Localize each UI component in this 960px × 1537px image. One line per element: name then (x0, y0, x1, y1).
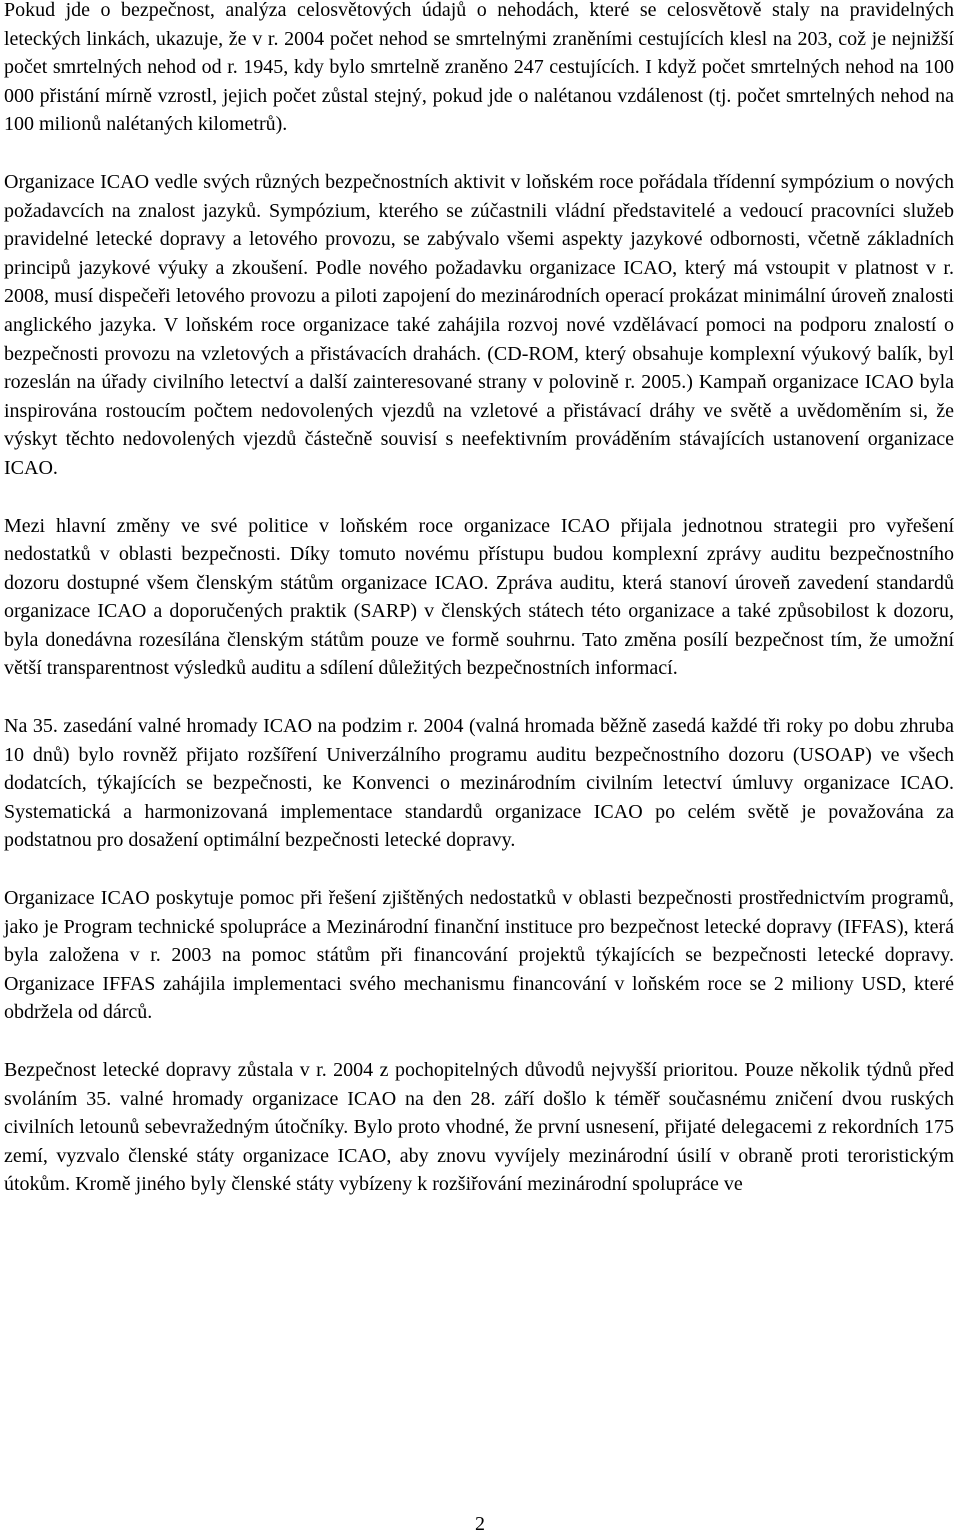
paragraph-language-symposium: Organizace ICAO vedle svých různých bezpečnostních aktivit v loňském roce pořádala třídenní sympózium o nových požadavcích na znalost jazyků. Sympózium, kterého se zúčastnili vládní představitelé a vedoucí pracovníci služeb pravidelné letecké dopravy a letového provozu, se zabývalo všemi aspekty jazykové odbornosti, včetně základních principů jazykové výuky a zkoušení. Podle nového požadavku organizace ICAO, který má vstoupit v platnost v r. 2008, musí dispečeři letového provozu a piloti zapojení do mezinárodních operací prokázat minimální úroveň znalosti anglického jazyka. V loňském roce organizace také zahájila rozvoj nové vzdělávací pomoci na podporu znalostí o bezpečnosti provozu na vzletových a přistávacích drahách. (CD-ROM, který obsahuje komplexní výukový balík, byl rozeslán na úřady civilního letectví a další zainteresované strany v polovině r. 2005.) Kampaň organizace ICAO byla inspirována rostoucím počtem nedovolených vjezdů na vzletové a přistávací dráhy ve světě a uvědoměním si, že výskyt těchto nedovolených vjezdů částečně souvisí s neefektivním prováděním stávajících ustanovení organizace ICAO. (4, 170, 954, 479)
paragraph-accident-statistics: Pokud jde o bezpečnost, analýza celosvětových údajů o nehodách, které se celosvětově staly na pravidelných leteckých linkách, ukazuje, že v r. 2004 počet nehod se smrtelnými zraněními cestujících klesl na 203, což je nejnižší počet smrtelných nehod od r. 1945, kdy bylo smrtelně zraněno 247 cestujících. I když počet smrtelných nehod na 100 000 přistání mírně vzrostl, jejich počet zůstal stejný, pokud jde o nalétanou vzdálenost (tj. počet smrtelných nehod na 100 milionů nalétaných kilometrů). (4, 0, 954, 136)
paragraph-safety-strategy: Mezi hlavní změny ve své politice v loňském roce organizace ICAO přijala jednotnou strategii pro vyřešení nedostatků v oblasti bezpečnosti. Díky tomuto novému přístupu budou komplexní zprávy auditu bezpečnostního dozoru dostupné všem členským státům organizace ICAO. Zpráva auditu, která stanoví úroveň zavedení standardů organizace ICAO a doporučených praktik (SARP) v členských státech této organizace a také způsobilost k dozoru, byla donedávna rozesílána členským státům pouze ve formě souhrnu. Tato změna posílí bezpečnost tím, že umožní větší transparentnost výsledků auditu a sdílení důležitých bezpečnostních informací. (4, 514, 954, 680)
paragraph-security-priority: Bezpečnost letecké dopravy zůstala v r. 2004 z pochopitelných důvodů nejvyšší prioritou. Pouze několik týdnů před svoláním 35. valné hromady organizace ICAO na den 28. září došlo k téměř současnému zničení dvou ruských civilních letounů sebevražedným útočníky. Bylo proto vhodné, že první usnesení, přijaté delegacemi z rekordních 175 zemí, vyzvalo členské státy organizace ICAO, aby znovu vyvíjely mezinárodní úsilí v obraně proti teroristickým útokům. Kromě jiného byly členské státy vybízeny k rozšiřování mezinárodní spolupráce ve (4, 1059, 954, 1196)
document-body (4, 0, 954, 1228)
paragraph-assembly-usoap: Na 35. zasedání valné hromady ICAO na podzim r. 2004 (valná hromada běžně zasedá každé tři roky po dobu zhruba 10 dnů) bylo rovněž přijato rozšíření Univerzálního programu auditu bezpečnostního dozoru (USOAP) ve všech dodatcích, týkajících se bezpečnosti, ke Konvenci o mezinárodním civilním letectví úmluvy organizace ICAO. Systematická a harmonizovaná implementace standardů organizace ICAO po celém světě je považována za podstatnou pro dosažení optimální bezpečnosti letecké dopravy. (4, 715, 954, 852)
page-number: 2 (475, 1513, 485, 1535)
paragraph-iffas-assistance: Organizace ICAO poskytuje pomoc při řešení zjištěných nedostatků v oblasti bezpečnosti prostřednictvím programů, jako je Program technické spolupráce a Mezinárodní finanční instituce pro bezpečnost letecké dopravy (IFFAS), která byla založena v r. 2003 na pomoc státům při financování projektů týkajících se bezpečnosti letecké dopravy. Organizace IFFAS zahájila implementaci svého mechanismu financování v loňském roce se 2 miliony USD, které obdržela od dárců. (4, 887, 954, 1024)
